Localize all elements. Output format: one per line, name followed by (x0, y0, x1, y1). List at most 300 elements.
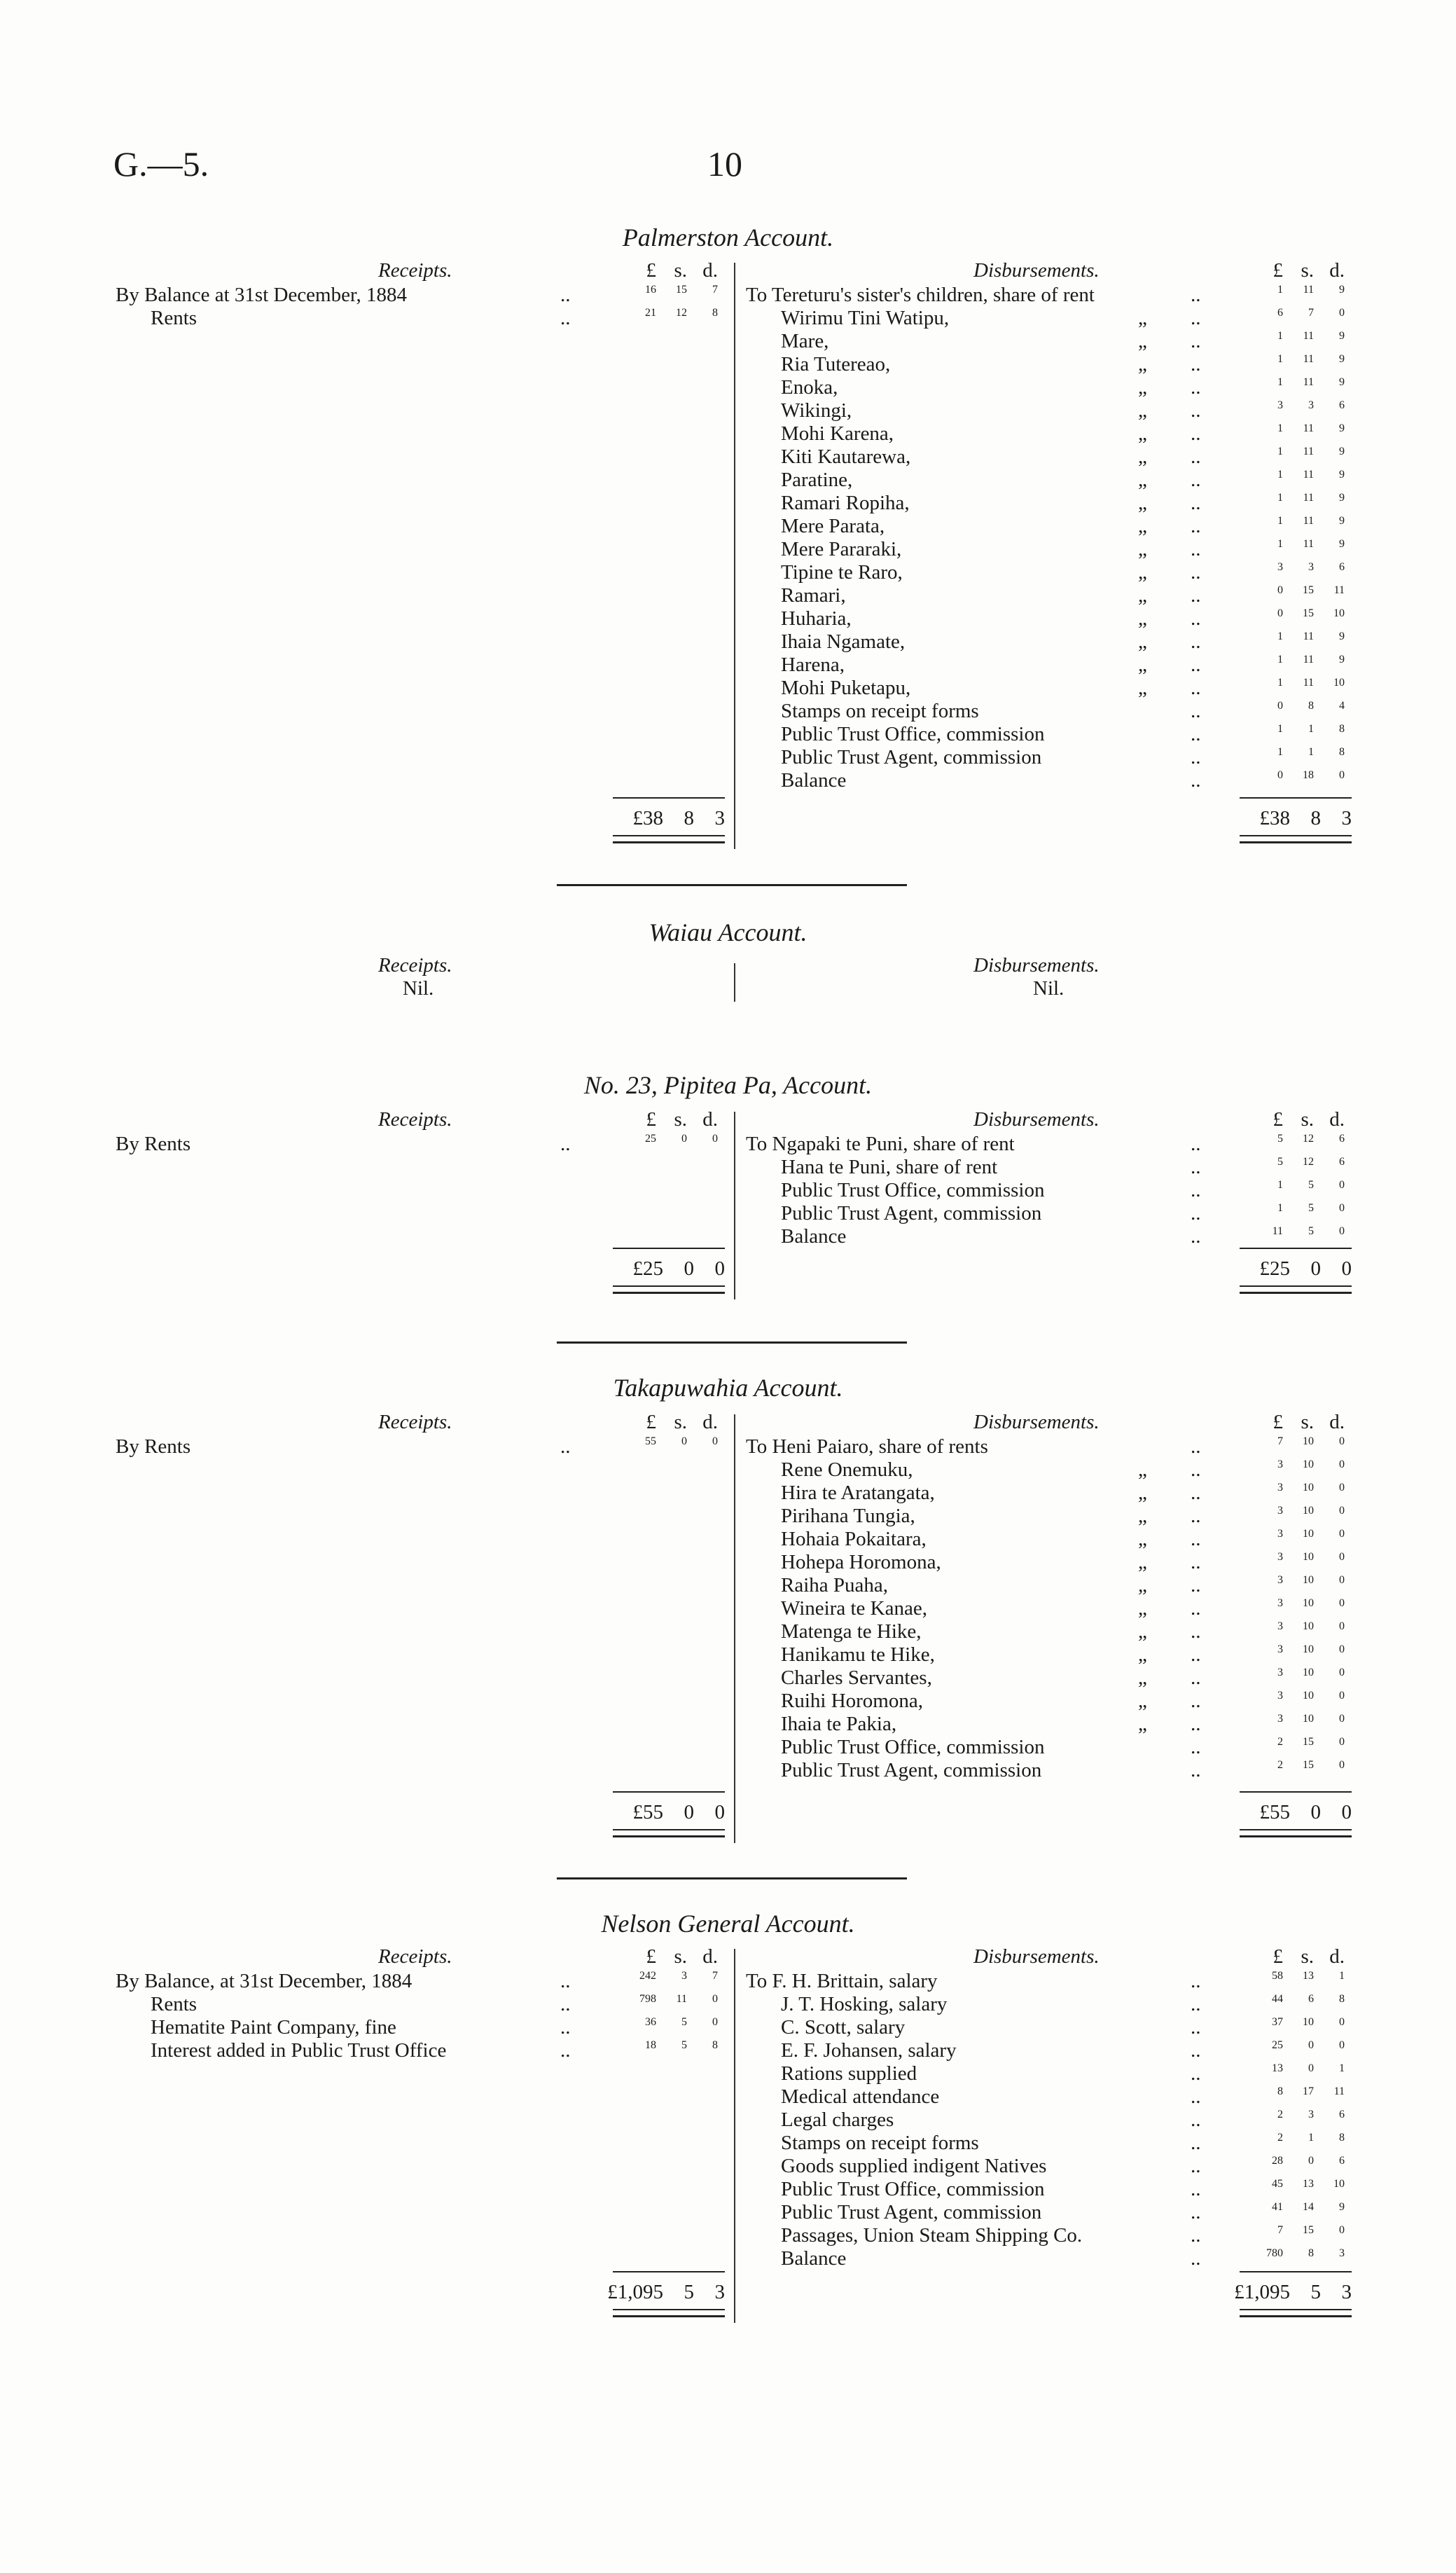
takapuwahia-disbursement-amount-pounds: 3 (1277, 1713, 1283, 1725)
takapuwahia-ditto-mark: „ (1138, 1505, 1147, 1527)
palmerston-disbursement-leader: .. (1191, 376, 1201, 399)
takapuwahia-disbursements-columns-label: s. (1301, 1411, 1314, 1433)
nelson-disbursement-text: E. F. Johansen, salary (781, 2039, 957, 2062)
palmerston-disbursement-amount-pounds: 0 (1277, 584, 1283, 596)
takapuwahia-disbursement-amount-pounds: 3 (1277, 1482, 1283, 1494)
palmerston-ditto-mark: „ (1138, 422, 1147, 445)
palmerston-disbursement-amount (1240, 515, 1345, 527)
palmerston-disbursement-amount-pence: 9 (1339, 515, 1345, 527)
nelson-disbursement-amount-pounds: 2 (1277, 2132, 1283, 2144)
takapuwahia-disbursement-amount (1240, 1482, 1345, 1494)
pipitea-account-title: No. 23, Pipitea Pa, Account. (583, 1071, 873, 1099)
takapuwahia-disbursement-amount-shillings: 10 (1303, 1505, 1314, 1517)
palmerston-disbursement-amount-pounds: 1 (1277, 746, 1283, 758)
nelson-disbursement-amount (1240, 2016, 1345, 2029)
document-reference: G.—5. (113, 144, 209, 184)
palmerston-disbursements-total-double-rule (1240, 835, 1352, 843)
palmerston-disbursement-amount-shillings: 11 (1303, 630, 1314, 642)
waiau-receipts-nil: Nil. (403, 977, 434, 1000)
nelson-disbursements-columns-label: s. (1301, 1945, 1314, 1968)
takapuwahia-disbursement-amount-pounds: 3 (1277, 1643, 1283, 1655)
nelson-disbursement-leader: .. (1191, 2201, 1201, 2223)
takapuwahia-disbursements-total-part: 0 (1341, 1801, 1352, 1823)
waiau-receipts-heading: Receipts. (378, 954, 452, 977)
palmerston-disbursement-text: Stamps on receipt forms (781, 700, 979, 722)
takapuwahia-disbursement-text: Ruihi Horomona, (781, 1690, 923, 1712)
nelson-disbursement-amount-pounds: 44 (1272, 1993, 1283, 2005)
palmerston-disbursement-amount-pence: 8 (1339, 746, 1345, 758)
palmerston-disbursement-text: Huharia, (781, 607, 852, 630)
palmerston-disbursement-amount-shillings: 3 (1308, 561, 1314, 573)
nelson-disbursements-total-rule (1240, 2271, 1352, 2272)
takapuwahia-receipts-total-rule (613, 1791, 725, 1793)
takapuwahia-disbursement-text: Hanikamu te Hike, (781, 1643, 935, 1666)
palmerston-disbursement-amount-shillings: 3 (1308, 399, 1314, 411)
palmerston-disbursements-total (1212, 807, 1352, 830)
palmerston-disbursement-amount (1240, 700, 1345, 712)
nelson-disbursement-amount-shillings: 8 (1308, 2247, 1314, 2259)
nelson-disbursement-amount (1240, 1970, 1345, 1982)
palmerston-disbursement-amount (1240, 654, 1345, 666)
palmerston-ditto-mark: „ (1138, 469, 1147, 491)
palmerston-disbursement-amount (1240, 607, 1345, 620)
nelson-receipt-amount-pounds: 242 (639, 1970, 656, 1982)
nelson-disbursement-amount-pounds: 28 (1272, 2155, 1283, 2167)
palmerston-disbursement-amount-pence: 9 (1339, 330, 1345, 342)
section-separator (557, 1341, 907, 1344)
pipitea-receipts-total (585, 1257, 725, 1281)
palmerston-disbursement-amount-shillings: 11 (1303, 469, 1314, 481)
nelson-receipt-amount-pounds: 18 (645, 2039, 656, 2051)
palmerston-disbursement-amount (1240, 677, 1345, 689)
palmerston-receipt-amount-pence: 7 (712, 284, 718, 296)
takapuwahia-disbursement-amount-pence: 0 (1339, 1736, 1345, 1748)
pipitea-disbursement-amount-pounds: 11 (1272, 1225, 1283, 1237)
nelson-receipt-amount-pence: 8 (712, 2039, 718, 2051)
palmerston-disbursement-amount (1240, 746, 1345, 759)
nelson-disbursement-amount (1240, 2132, 1345, 2144)
palmerston-disbursement-amount-shillings: 11 (1303, 422, 1314, 434)
pipitea-receipt-amount-pounds: 25 (645, 1133, 656, 1145)
takapuwahia-disbursement-amount-shillings: 15 (1303, 1759, 1314, 1771)
pipitea-disbursements-total-double-rule (1240, 1285, 1352, 1294)
palmerston-ditto-mark: „ (1138, 307, 1147, 329)
pipitea-disbursement-amount (1240, 1156, 1345, 1168)
nelson-receipt-amount-shillings: 5 (681, 2039, 687, 2051)
palmerston-disbursement-amount-shillings: 11 (1303, 353, 1314, 365)
nelson-disbursement-amount-pounds: 41 (1272, 2201, 1283, 2213)
takapuwahia-disbursement-amount (1240, 1597, 1345, 1610)
takapuwahia-disbursement-amount-pounds: 3 (1277, 1458, 1283, 1470)
pipitea-disbursement-amount (1240, 1179, 1345, 1192)
palmerston-disbursement-amount (1240, 469, 1345, 481)
palmerston-disbursement-leader: .. (1191, 353, 1201, 375)
takapuwahia-disbursements-columns-label: £ (1273, 1411, 1283, 1433)
palmerston-disbursement-leader: .. (1191, 746, 1201, 768)
takapuwahia-disbursement-amount-pence: 0 (1339, 1551, 1345, 1563)
takapuwahia-disbursement-leader: .. (1191, 1458, 1201, 1481)
takapuwahia-ditto-mark: „ (1138, 1551, 1147, 1573)
palmerston-ditto-mark: „ (1138, 330, 1147, 352)
nelson-disbursements-columns-label: d. (1329, 1945, 1345, 1968)
pipitea-disbursement-text: Public Trust Agent, commission (781, 1202, 1042, 1225)
nelson-column-divider (734, 1949, 735, 2323)
nelson-receipts-total (585, 2281, 725, 2304)
takapuwahia-ditto-mark: „ (1138, 1458, 1147, 1481)
nelson-receipt-amount-shillings: 11 (676, 1993, 687, 2005)
nelson-disbursement-amount-pounds: 37 (1272, 2016, 1283, 2028)
takapuwahia-receipts-columns-label: d. (702, 1411, 718, 1433)
nelson-disbursement-amount-pounds: 780 (1266, 2247, 1283, 2259)
palmerston-disbursement-amount (1240, 422, 1345, 435)
pipitea-receipts-columns-label: d. (702, 1108, 718, 1131)
palmerston-disbursement-amount-pence: 0 (1339, 307, 1345, 319)
pipitea-disbursement-amount-shillings: 12 (1303, 1133, 1314, 1145)
palmerston-disbursement-text: Ramari, (781, 584, 846, 607)
palmerston-disbursement-amount-shillings: 11 (1303, 446, 1314, 457)
takapuwahia-disbursement-text: Rene Onemuku, (781, 1458, 913, 1481)
palmerston-disbursements-heading: Disbursements. (973, 259, 1100, 282)
pipitea-disbursement-amount-shillings: 5 (1308, 1225, 1314, 1237)
nelson-receipt-amount-pounds: 798 (639, 1993, 656, 2005)
palmerston-disbursement-text: Kiti Kautarewa, (781, 446, 911, 468)
pipitea-receipts-columns-label: £ (646, 1108, 656, 1131)
palmerston-disbursement-text: Tipine te Raro, (781, 561, 903, 584)
nelson-disbursement-leader: .. (1191, 1970, 1201, 1992)
nelson-disbursement-amount-pence: 0 (1339, 2016, 1345, 2028)
takapuwahia-disbursement-amount-shillings: 15 (1303, 1736, 1314, 1748)
takapuwahia-ditto-mark: „ (1138, 1574, 1147, 1596)
palmerston-disbursement-amount-pence: 9 (1339, 284, 1345, 296)
palmerston-receipt-amount-shillings: 12 (676, 307, 687, 319)
takapuwahia-receipts-total-part: 0 (714, 1801, 725, 1823)
palmerston-disbursement-amount-pounds: 1 (1277, 284, 1283, 296)
palmerston-ditto-mark: „ (1138, 654, 1147, 676)
palmerston-receipts-columns-label: s. (674, 259, 687, 282)
nelson-disbursement-amount-pence: 3 (1339, 2247, 1345, 2259)
palmerston-ditto-mark: „ (1138, 538, 1147, 560)
palmerston-disbursement-amount (1240, 446, 1345, 458)
palmerston-disbursement-leader: .. (1191, 561, 1201, 584)
takapuwahia-disbursements-columns-label: d. (1329, 1411, 1345, 1433)
takapuwahia-disbursement-leader: .. (1191, 1597, 1201, 1620)
palmerston-disbursement-amount-shillings: 7 (1308, 307, 1314, 319)
palmerston-disbursement-text: Public Trust Office, commission (781, 723, 1045, 745)
takapuwahia-disbursement-amount-shillings: 10 (1303, 1458, 1314, 1470)
pipitea-disbursement-amount-pence: 6 (1339, 1133, 1345, 1145)
takapuwahia-disbursement-leader: .. (1191, 1528, 1201, 1550)
palmerston-disbursements-total-part: 8 (1310, 807, 1321, 829)
pipitea-disbursement-amount-pounds: 5 (1277, 1133, 1283, 1145)
pipitea-receipts-columns-label: s. (674, 1108, 687, 1131)
takapuwahia-column-divider (734, 1414, 735, 1843)
takapuwahia-disbursements-total-rule (1240, 1791, 1352, 1793)
takapuwahia-disbursement-text: Matenga te Hike, (781, 1620, 922, 1643)
waiau-account-title: Waiau Account. (649, 918, 807, 946)
pipitea-disbursement-text: Public Trust Office, commission (781, 1179, 1045, 1201)
palmerston-disbursement-amount (1240, 376, 1345, 389)
takapuwahia-disbursement-text: Hohaia Pokaitara, (781, 1528, 927, 1550)
nelson-disbursement-leader: .. (1191, 2062, 1201, 2085)
palmerston-receipt-leader: .. (560, 307, 571, 329)
pipitea-disbursement-text: Hana te Puni, share of rent (781, 1156, 998, 1178)
nelson-disbursement-leader: .. (1191, 2155, 1201, 2177)
palmerston-disbursement-amount-pence: 8 (1339, 723, 1345, 735)
nelson-disbursement-amount-shillings: 10 (1303, 2016, 1314, 2028)
takapuwahia-disbursement-amount-pounds: 3 (1277, 1505, 1283, 1517)
nelson-receipt-amount-pence: 0 (712, 1993, 718, 2005)
takapuwahia-disbursement-amount-pounds: 3 (1277, 1528, 1283, 1540)
nelson-receipt-amount (613, 2039, 718, 2052)
nelson-disbursement-amount-pence: 6 (1339, 2155, 1345, 2167)
takapuwahia-receipts-total-part: £55 (632, 1801, 663, 1823)
palmerston-disbursement-leader: .. (1191, 422, 1201, 445)
palmerston-disbursement-text: Wirimu Tini Watipu, (781, 307, 950, 329)
takapuwahia-disbursement-amount-shillings: 10 (1303, 1620, 1314, 1632)
palmerston-disbursement-text: Ihaia Ngamate, (781, 630, 906, 653)
nelson-disbursement-amount-pence: 9 (1339, 2201, 1345, 2213)
takapuwahia-disbursement-text: Pirihana Tungia, (781, 1505, 915, 1527)
nelson-disbursement-amount-shillings: 0 (1308, 2062, 1314, 2074)
palmerston-column-divider (734, 263, 735, 849)
palmerston-disbursement-amount (1240, 584, 1345, 597)
palmerston-disbursement-text: To Tereturu's sister's children, share of rent (746, 284, 1095, 306)
takapuwahia-disbursement-amount (1240, 1690, 1345, 1702)
palmerston-disbursement-amount-pounds: 1 (1277, 492, 1283, 504)
pipitea-disbursement-leader: .. (1191, 1179, 1201, 1201)
nelson-disbursement-amount (1240, 1993, 1345, 2006)
takapuwahia-receipt-text: By Rents (116, 1435, 191, 1458)
palmerston-disbursement-text: Wikingi, (781, 399, 852, 422)
pipitea-disbursement-leader: .. (1191, 1156, 1201, 1178)
palmerston-ditto-mark: „ (1138, 376, 1147, 399)
palmerston-disbursement-leader: .. (1191, 769, 1201, 792)
palmerston-disbursement-amount-pounds: 1 (1277, 654, 1283, 665)
nelson-receipt-amount-shillings: 5 (681, 2016, 687, 2028)
pipitea-disbursements-total-part: 0 (1310, 1257, 1321, 1280)
nelson-receipts-columns-label: s. (674, 1945, 687, 1968)
palmerston-receipts-columns-label: £ (646, 259, 656, 282)
takapuwahia-disbursement-amount-pence: 0 (1339, 1528, 1345, 1540)
pipitea-disbursements-heading: Disbursements. (973, 1108, 1100, 1131)
palmerston-receipt-amount-pence: 8 (712, 307, 718, 319)
nelson-disbursement-leader: .. (1191, 2178, 1201, 2200)
palmerston-receipts-columns-label: d. (702, 259, 718, 282)
takapuwahia-disbursement-amount-pence: 0 (1339, 1482, 1345, 1494)
palmerston-disbursements-total-part: 3 (1341, 807, 1352, 829)
takapuwahia-disbursement-amount (1240, 1458, 1345, 1471)
palmerston-disbursement-text: Public Trust Agent, commission (781, 746, 1042, 768)
palmerston-disbursement-amount-pounds: 0 (1277, 700, 1283, 712)
pipitea-disbursement-amount-pounds: 5 (1277, 1156, 1283, 1168)
palmerston-disbursement-amount-shillings: 11 (1303, 538, 1314, 550)
palmerston-receipts-total-part: 3 (714, 807, 725, 829)
nelson-disbursements-total-part: 5 (1310, 2281, 1321, 2303)
palmerston-receipts-columns (613, 259, 718, 282)
palmerston-ditto-mark: „ (1138, 515, 1147, 537)
pipitea-receipts-total-rule (613, 1248, 725, 1249)
takapuwahia-receipts-heading: Receipts. (378, 1411, 452, 1433)
nelson-disbursement-amount-shillings: 14 (1303, 2201, 1314, 2213)
palmerston-disbursement-text: Mare, (781, 330, 829, 352)
takapuwahia-disbursement-amount-pence: 0 (1339, 1435, 1345, 1447)
palmerston-disbursement-amount-pence: 6 (1339, 399, 1345, 411)
nelson-receipt-text: Hematite Paint Company, fine (151, 2016, 396, 2039)
takapuwahia-disbursement-amount-shillings: 10 (1303, 1574, 1314, 1586)
palmerston-disbursement-leader: .. (1191, 330, 1201, 352)
pipitea-disbursement-amount-shillings: 12 (1303, 1156, 1314, 1168)
palmerston-disbursements-total-rule (1240, 797, 1352, 799)
takapuwahia-receipt-amount-pence: 0 (712, 1435, 718, 1447)
palmerston-disbursement-amount-shillings: 15 (1303, 584, 1314, 596)
takapuwahia-ditto-mark: „ (1138, 1667, 1147, 1689)
nelson-disbursement-amount-pounds: 25 (1272, 2039, 1283, 2051)
palmerston-disbursement-amount (1240, 561, 1345, 574)
palmerston-receipt-amount-pounds: 21 (645, 307, 656, 319)
nelson-disbursement-leader: .. (1191, 2224, 1201, 2247)
nelson-receipts-columns-label: £ (646, 1945, 656, 1968)
takapuwahia-disbursement-amount (1240, 1574, 1345, 1587)
palmerston-disbursement-leader: .. (1191, 284, 1201, 306)
nelson-disbursement-amount (1240, 2178, 1345, 2191)
takapuwahia-disbursement-amount (1240, 1643, 1345, 1656)
takapuwahia-disbursement-leader: .. (1191, 1690, 1201, 1712)
takapuwahia-disbursement-amount-shillings: 10 (1303, 1643, 1314, 1655)
palmerston-disbursement-amount-pounds: 0 (1277, 769, 1283, 781)
pipitea-receipts-total-double-rule (613, 1285, 725, 1294)
takapuwahia-disbursements-total-part: £55 (1259, 1801, 1290, 1823)
palmerston-disbursement-leader: .. (1191, 446, 1201, 468)
palmerston-disbursement-amount-pence: 9 (1339, 654, 1345, 665)
takapuwahia-disbursement-amount-shillings: 10 (1303, 1551, 1314, 1563)
palmerston-disbursements-columns-label: s. (1301, 259, 1314, 282)
takapuwahia-disbursements-columns (1240, 1411, 1345, 1434)
takapuwahia-disbursement-amount-shillings: 10 (1303, 1690, 1314, 1702)
palmerston-ditto-mark: „ (1138, 561, 1147, 584)
palmerston-disbursement-amount-pence: 11 (1333, 584, 1345, 596)
nelson-receipt-amount-pence: 7 (712, 1970, 718, 1982)
pipitea-receipt-leader: .. (560, 1133, 571, 1155)
takapuwahia-receipt-amount-shillings: 0 (681, 1435, 687, 1447)
palmerston-ditto-mark: „ (1138, 399, 1147, 422)
nelson-disbursement-amount-pounds: 7 (1277, 2224, 1283, 2236)
takapuwahia-disbursement-amount-shillings: 10 (1303, 1597, 1314, 1609)
nelson-receipt-amount (613, 1970, 718, 1982)
palmerston-disbursement-leader: .. (1191, 307, 1201, 329)
palmerston-receipts-total-double-rule (613, 835, 725, 843)
nelson-disbursement-amount-pounds: 8 (1277, 2085, 1283, 2097)
palmerston-disbursement-amount-pence: 9 (1339, 422, 1345, 434)
pipitea-disbursements-total-rule (1240, 1248, 1352, 1249)
palmerston-receipt-amount (613, 284, 718, 296)
takapuwahia-disbursement-amount-pounds: 3 (1277, 1597, 1283, 1609)
nelson-disbursement-text: To F. H. Brittain, salary (746, 1970, 938, 1992)
takapuwahia-disbursement-leader: .. (1191, 1620, 1201, 1643)
palmerston-disbursement-text: Enoka, (781, 376, 838, 399)
pipitea-disbursements-columns-label: £ (1273, 1108, 1283, 1131)
palmerston-receipts-heading: Receipts. (378, 259, 452, 282)
nelson-disbursement-leader: .. (1191, 2016, 1201, 2039)
takapuwahia-disbursement-amount-pence: 0 (1339, 1690, 1345, 1702)
nelson-disbursement-text: Goods supplied indigent Natives (781, 2155, 1047, 2177)
pipitea-disbursement-leader: .. (1191, 1225, 1201, 1248)
takapuwahia-receipt-leader: .. (560, 1435, 571, 1458)
nelson-receipt-amount (613, 2016, 718, 2029)
pipitea-disbursement-amount (1240, 1133, 1345, 1145)
pipitea-column-divider (734, 1112, 735, 1299)
takapuwahia-disbursement-text: Public Trust Agent, commission (781, 1759, 1042, 1781)
pipitea-disbursement-amount-pence: 0 (1339, 1202, 1345, 1214)
nelson-disbursement-amount-pence: 10 (1333, 2178, 1345, 2190)
pipitea-disbursement-leader: .. (1191, 1202, 1201, 1225)
nelson-disbursement-amount (1240, 2247, 1345, 2260)
takapuwahia-disbursement-amount-pence: 0 (1339, 1505, 1345, 1517)
palmerston-disbursement-amount-pence: 4 (1339, 700, 1345, 712)
pipitea-receipt-amount-shillings: 0 (681, 1133, 687, 1145)
takapuwahia-ditto-mark: „ (1138, 1620, 1147, 1643)
section-separator (557, 1877, 907, 1879)
pipitea-receipts-total-part: £25 (632, 1257, 663, 1280)
pipitea-disbursement-amount-shillings: 5 (1308, 1179, 1314, 1191)
takapuwahia-receipts-columns (613, 1411, 718, 1434)
palmerston-disbursement-amount-shillings: 15 (1303, 607, 1314, 619)
nelson-disbursement-amount-pence: 11 (1333, 2085, 1345, 2097)
nelson-disbursement-amount-shillings: 0 (1308, 2039, 1314, 2051)
section-separator (557, 884, 907, 886)
nelson-receipt-leader: .. (560, 1970, 571, 1992)
takapuwahia-disbursements-total (1212, 1801, 1352, 1824)
pipitea-disbursements-columns-label: s. (1301, 1108, 1314, 1131)
palmerston-disbursement-amount-pounds: 1 (1277, 538, 1283, 550)
palmerston-disbursement-amount-shillings: 11 (1303, 376, 1314, 388)
nelson-disbursements-total (1212, 2281, 1352, 2304)
takapuwahia-disbursement-text: Wineira te Kanae, (781, 1597, 927, 1620)
pipitea-receipts-heading: Receipts. (378, 1108, 452, 1131)
palmerston-disbursement-leader: .. (1191, 700, 1201, 722)
takapuwahia-disbursement-amount-pounds: 7 (1277, 1435, 1283, 1447)
takapuwahia-receipts-columns-label: £ (646, 1411, 656, 1433)
takapuwahia-account-title: Takapuwahia Account. (613, 1374, 843, 1402)
pipitea-disbursement-leader: .. (1191, 1133, 1201, 1155)
nelson-disbursement-amount (1240, 2085, 1345, 2098)
palmerston-receipt-leader: .. (560, 284, 571, 306)
palmerston-disbursement-amount-pence: 9 (1339, 446, 1345, 457)
nelson-disbursement-amount-pence: 8 (1339, 1993, 1345, 2005)
nelson-receipt-text: Interest added in Public Trust Office (151, 2039, 447, 2062)
takapuwahia-disbursement-amount (1240, 1713, 1345, 1725)
palmerston-disbursement-leader: .. (1191, 584, 1201, 607)
palmerston-disbursement-amount-shillings: 18 (1303, 769, 1314, 781)
takapuwahia-disbursement-leader: .. (1191, 1713, 1201, 1735)
takapuwahia-disbursements-total-part: 0 (1310, 1801, 1321, 1823)
palmerston-disbursement-leader: .. (1191, 515, 1201, 537)
palmerston-disbursement-amount-pounds: 1 (1277, 330, 1283, 342)
palmerston-disbursement-amount-shillings: 11 (1303, 515, 1314, 527)
nelson-receipt-amount (613, 1993, 718, 2006)
takapuwahia-disbursement-amount-pence: 0 (1339, 1713, 1345, 1725)
palmerston-disbursement-amount-pounds: 1 (1277, 677, 1283, 689)
nelson-disbursements-columns (1240, 1945, 1345, 1968)
palmerston-disbursement-amount (1240, 723, 1345, 736)
takapuwahia-disbursement-text: Public Trust Office, commission (781, 1736, 1045, 1758)
takapuwahia-disbursement-amount-shillings: 10 (1303, 1667, 1314, 1678)
takapuwahia-disbursement-leader: .. (1191, 1435, 1201, 1458)
takapuwahia-ditto-mark: „ (1138, 1482, 1147, 1504)
nelson-disbursement-amount-pounds: 13 (1272, 2062, 1283, 2074)
palmerston-disbursements-total-part: £38 (1259, 807, 1290, 829)
nelson-disbursements-heading: Disbursements. (973, 1945, 1100, 1968)
nelson-disbursement-amount-pence: 1 (1339, 1970, 1345, 1982)
